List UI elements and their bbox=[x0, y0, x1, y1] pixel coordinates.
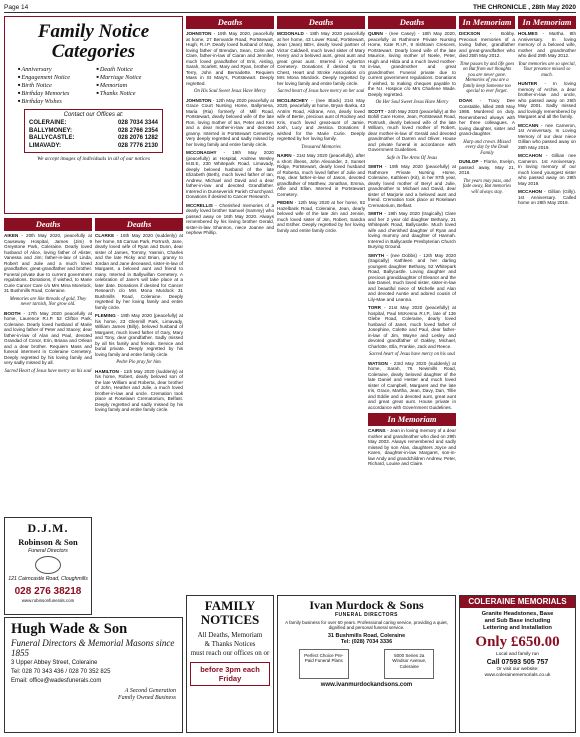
notice-surname: AIKEN bbox=[4, 233, 19, 238]
notice-verse: Sacred heart of Jesus have mercy on his soul bbox=[369, 352, 455, 358]
second-office-box: 5000 Series 2a Windsor Avenue, Coleraine bbox=[384, 649, 434, 679]
coleraine-phone[interactable]: Call 07593 505 757 bbox=[486, 659, 549, 666]
notice-surname: HUNTER bbox=[518, 81, 538, 87]
robinson-logo: D.J.M. bbox=[27, 521, 69, 535]
notice-surname: TORR bbox=[368, 305, 381, 311]
notice-entry bbox=[459, 159, 515, 176]
notice-surname: CLARKE bbox=[95, 233, 115, 238]
notice-text: - 12th May 2020 at her home, 82 Hazelbank Road, Coleraine, Jean, dearly beloved wife of the late Jim and Jennie, much loved sister of Jim, Robert, Sandra and Esther. Deeply regretted by her loving family and entire family circle. bbox=[277, 200, 365, 233]
ivan-murdock-ad[interactable] bbox=[277, 595, 456, 733]
notice-text: - Florrie, Evelyn, passed away, May 21, 2018. bbox=[459, 159, 515, 176]
notice-entry bbox=[277, 31, 365, 86]
notice-text: - 19th May 2020, peacefully at home, 27 Benvarde Road, Portstewart, Hugh, R.I.P. Dearly loved husband of May, loving father of Brendan, Sean, Colm and Clare, father-in-law of Ciaran and Jennifer, much loved grandfather of Erin, Aisling, Sarah, Scarlett, Mary and Ryan, brother of Terry, John and Bernadette. Requiem Mass in St Mary's, Portstewart. Deeply regretted. bbox=[186, 31, 274, 86]
notice-entry bbox=[368, 109, 456, 153]
notice-verse: On His Soul Sweet Jesus Have Mercy bbox=[193, 89, 267, 94]
coleraine-header: COLERAINE MEMORIALS bbox=[460, 596, 575, 608]
category-item: ■ Death Notice bbox=[97, 66, 170, 73]
hugh-wade-ad[interactable] bbox=[4, 617, 183, 733]
category-item: ■ Anniversary bbox=[18, 66, 91, 73]
coleraine-body bbox=[460, 608, 575, 682]
office-town: BALLYCASTLE: bbox=[29, 135, 75, 141]
family-line-3: must reach our offices on or bbox=[190, 649, 270, 657]
notice-entry bbox=[518, 81, 576, 120]
coleraine-price: Only £650.00 bbox=[475, 634, 560, 650]
notice-entry bbox=[459, 98, 515, 137]
notice-surname: HAMILTON bbox=[95, 368, 119, 374]
notice-verse: Safe in The Arms Of Jesus bbox=[386, 155, 438, 161]
notice-entry bbox=[368, 164, 456, 208]
hugh-address: 3 Upper Abbey Street, Coleraine bbox=[11, 660, 98, 666]
notice-entry bbox=[4, 311, 92, 366]
office-row bbox=[29, 135, 158, 143]
coleraine-line: Granite Headstones, Base bbox=[481, 611, 554, 617]
notice-text: - (nee Casey) - 18th May 2020, peacefully at Rathmore Private Nursing Home, Kate R.I.P., 9 Irishtown Crescent, Portstewart. Dearly loved wife of the late Maurice, loving mother of Noele, Peter, Hugh and Hilda and a much loved mother-in-law, grandmother and great grandmother. Funeral private due to current government regulations. Donations if wished, to making cheques payable to the N.I. Hospice c/o Mrs Charlene Wade. Deeply regretted. bbox=[368, 31, 456, 97]
family-line-1: All Deaths, Memoriam bbox=[197, 631, 263, 639]
memoriam-heading: In Memoriam bbox=[518, 16, 576, 29]
category-item: ■ Birthday Wishes bbox=[18, 98, 91, 105]
notice-verse: Sacred Heart of Jesus have mercy on his soul bbox=[4, 368, 92, 374]
notice-entry bbox=[186, 31, 274, 86]
notice-surname: HOLMES bbox=[518, 31, 538, 36]
notice-entry bbox=[186, 150, 274, 200]
column-5 bbox=[368, 16, 456, 590]
office-tel[interactable]: 028 7776 2130 bbox=[117, 142, 158, 149]
notice-entry bbox=[518, 31, 576, 59]
family-notice-box bbox=[4, 16, 183, 214]
category-item: ■ Engagement Notice bbox=[18, 74, 91, 81]
notice-text: - 18th May 2020 (peacefully) at his home, 23 Glenmill Park, Limavady, William James (Billy), beloved husband of Margaret, much loved father of Gary, Mary and Tony, dear grandfather. Sadly missed by all his family and friends. Service and burial private. Deeply regretted by his loving family and entire family circle. bbox=[95, 313, 183, 357]
emblem-icon bbox=[35, 556, 61, 574]
notice-text: - Jean in loving memory of a dear mother and grandmother who died on 29th May 2003. Always remembered and sadly missed by son Alan, daughters Joyce and Karen, daughter-in-law Margaret, son-in-law Andy and grandchildren Andrew, Peter, Richard, Louise and Claire. bbox=[368, 428, 456, 467]
office-town: LIMAVADY: bbox=[29, 142, 61, 149]
office-town: COLERAINE: bbox=[29, 120, 67, 126]
category-item: ■ Memoriam bbox=[97, 82, 170, 89]
paper-title: THE CHRONICLE , 28th May 2020 bbox=[473, 3, 576, 11]
notice-surname: JOHNSTON bbox=[186, 31, 212, 36]
notice-text: - (nee Dobbs) - 12th May 2020 (tragically) Kathleen and her darling youngest daughter Bethany, 52 Whitepark Road, Ballycastle. Loving daughter and precious granddaughter of Eleanor and the late Daniel, much loved sister, sister-in-law and beautiful niece of Michelle and Alan and devoted Auntie and adored cousin of Lily-Mae and Leanna. bbox=[368, 252, 456, 302]
robinson-address: 121 Cairncastle Road, Cloughmills bbox=[8, 576, 88, 582]
ivan-title: Ivan Murdock & Sons bbox=[309, 598, 424, 612]
office-town: BALLYMONEY: bbox=[29, 127, 73, 134]
robinson-sub: Funeral Directors bbox=[28, 548, 68, 554]
deaths-heading: Deaths bbox=[277, 16, 365, 29]
memoriam-heading: In Memoriam bbox=[368, 413, 456, 426]
notice-text: - (nee Black) 21st May 2020, peacefully at home, Bryan Ibarka, 43 Antrim Road, Aldrane, Ann, dearly loved wife of Bertie, precious aunt of Rodney and Kris, much loved great-aunt of Jamie, Josh, Lucy and Jessica. Donations if wished for the Marie Curie. Deeply regretted by her loving family. bbox=[277, 97, 365, 142]
notice-surname: MCCANN bbox=[518, 122, 539, 128]
category-item: ■ Marriage Notice bbox=[97, 74, 170, 81]
notice-entry bbox=[368, 305, 456, 349]
robinson-ad[interactable] bbox=[4, 517, 92, 615]
notice-surname: MCCAHON bbox=[518, 189, 542, 195]
ivan-boxes bbox=[281, 649, 452, 679]
notice-surname: DOAK bbox=[459, 98, 473, 104]
contact-title: Contact our Offices at: bbox=[63, 112, 124, 118]
notice-text: - 21st May 2020 (peacefully), after a short illness, John Alexander, 3, Sunset Ridge, Portstewart, dearly loved husband of Roberta, much loved father of Julie and Ray, dear father-in-law of Jason, devoted grandfather of Matthew, Jonathan, Emma, Alfie and Ellan. Interred in Portstewart Cemetery. bbox=[277, 153, 365, 197]
office-row bbox=[29, 120, 158, 128]
family-line-2: & Thanks Notices bbox=[204, 640, 256, 648]
notice-text: - In loving memory of Archie, a dear brother-in-law and uncle, who passed away on 25th May 2001. Sadly missed and lovingly remembered by Margaret and all the family. bbox=[518, 81, 576, 120]
robinson-web[interactable]: www.robinsonfunerals.com bbox=[21, 598, 75, 603]
notice-text: - 24th May 2020 (peacefully) at the Bohill Care Home, Jean, Portstewart Road, Portrush, dearly beloved wife of the late William, much loved mother of Robert, dear mother-in-law of Gerald and devoted grandmother of Darren and Oliver. House and private funeral in accordance with Government Guidelines. bbox=[368, 108, 456, 153]
column-2 bbox=[95, 218, 183, 613]
notice-entry bbox=[368, 428, 456, 467]
category-item: ■ Thanks Notice bbox=[97, 90, 170, 97]
robinson-phone[interactable]: 028 276 38218 bbox=[14, 586, 82, 597]
notice-surname: MCCRELLIS bbox=[186, 202, 213, 208]
notice-text: - 19th May 2020 (peacefully) at Hospital, Andrew Wesley M.B.E, 230 Whitepark Road, Limavady, deeply beloved husband of the late Elizabeth (Beth), much loved father of Ian, Andrew, Michael and David and a dear father-in-law and devoted Grandfather. Interred in Dunseverick Parish Churchyard. Donations if desired to Cancer Research. bbox=[186, 150, 274, 200]
hugh-title: Hugh Wade & Son bbox=[11, 621, 128, 637]
notice-surname: MCGLINCHEY bbox=[277, 97, 308, 103]
notice-surname: PEDEN bbox=[277, 200, 293, 206]
notice-entry bbox=[277, 98, 365, 142]
column-6 bbox=[459, 16, 515, 590]
coleraine-web[interactable]: Or visit our website: www.colerainememorials.co.uk bbox=[484, 667, 551, 678]
office-row bbox=[29, 128, 158, 136]
notice-surname: SMITH bbox=[368, 164, 383, 170]
notice-verse: Memories are like threads of gold, They never tarnish, Nor grow old. bbox=[9, 296, 87, 308]
notice-text: - Tracy Dee Constable, killed 26th May 1985. Murdered on duty. Remembered always with her three colleagues. A loving daughter, sister and grand-daughter. bbox=[459, 98, 515, 137]
hugh-foot-2: Family Owned Business bbox=[118, 695, 176, 701]
deaths-heading: Deaths bbox=[368, 16, 456, 29]
hugh-subtitle: Funeral Directors & Memorial Masons since 1855 bbox=[11, 638, 175, 658]
notice-surname: SCOTT bbox=[368, 108, 384, 114]
column-7 bbox=[518, 16, 576, 590]
column-3 bbox=[186, 16, 274, 570]
notice-entry bbox=[186, 203, 274, 236]
notice-entry bbox=[518, 153, 576, 186]
notice-surname: JOHNSTON bbox=[186, 97, 212, 103]
notice-surname: DUNLOP bbox=[459, 159, 479, 165]
office-row bbox=[29, 143, 158, 151]
ivan-address: 31 Bushmills Road, Coleraine bbox=[327, 632, 406, 639]
notice-surname: MCCAHON bbox=[518, 153, 542, 159]
notice-entry bbox=[277, 200, 365, 233]
notice-text: - 12th May 2020 peacefully at Grace Court Nursing Home, Ballymena, Maria (Ria) formerly of Mill Road, Portstewart, dearly beloved wife of the late Ron, loving mother of Ian, Peter and Ken and a dear mother-in-law and devoted granny. Interred in Portstewart Cemetery. Very deeply regretted and sadly missed by her loving family and entire family circle. bbox=[186, 97, 274, 147]
notice-surname: MCCONAGHY bbox=[186, 150, 217, 156]
coleraine-line: Lettering and Installation bbox=[483, 625, 552, 631]
funeral-plan-box: Perfect Choice Pre-Paid Funeral Plans bbox=[299, 649, 349, 679]
ivan-phone[interactable]: Tel: (028) 7034 3336 bbox=[340, 639, 393, 646]
images-note: We accept images of individuals in all of our notices bbox=[37, 156, 150, 162]
notice-entry bbox=[368, 211, 456, 250]
notice-text: - 19th May 2020 (tragically) Clare and her 2 year old daughter Bethany, 21 Whitepark Road, Ballycastle. Much loved wife and cherished daughter of Ryan and loving mummy and daughter of Hannah. Interred in Ballycastle Presbyterian Church Burying Ground. bbox=[368, 211, 456, 250]
notice-text: - Martha. 8th Anniversary. In loving memory of a beloved wife, mother and grandmother who died 29th May 2012. bbox=[518, 31, 576, 58]
ivan-web[interactable]: www.ivanmurdockandsons.com bbox=[320, 681, 413, 688]
notice-verse: Your memories are so special, Your presence missed so much. bbox=[518, 61, 576, 78]
notice-text: - 18th May 2020 peacefully at her home, 43 Lower Road, Portstewart, Jean (Jean) BEH, dearly loved partner of Victor Caldwell, much loved sister of Mary Henry and a beloved aunt, great aunt and great great aunt. Interred in Agherton Cemetery. Donations if desired to NI Chest, Heart and Stroke Association c/o Mrs Mona Murdock. Deeply regretted by her loving family and entire family circle. bbox=[277, 31, 365, 86]
coleraine-line: and Sub Base including bbox=[484, 618, 551, 624]
deaths-heading: Deaths bbox=[95, 218, 183, 231]
office-tel[interactable]: 028 7034 3344 bbox=[117, 120, 158, 126]
notice-surname: NAIRN bbox=[277, 153, 292, 159]
notice-text: - 20th May 2020, peacefully at Causeway Hospital, James (Jim) 9 Greystone Park, Coleraine. Dearly loved husband of Alice, loving father of Alister, Vanessa and Jim; father-in-law of Linda, Robert and Julie and a much loved grandfather, great-grandfather and brother. Funeral private due to current government regulations. Donations, if wished, to Marie Curie Cancer Care c/o Mrs Mina Morelock, 31 Bushmills Road, Coleraine. bbox=[4, 233, 92, 293]
notice-text: - 11th May 2020 (suddenly) at his home, Robert, dearly beloved son of the late William and Roberta, dear brother of John, Heather and Julie, a much loved brother-in-law and uncle. Cremation took place at Roselawn Crematorium, Belfast. Deeply regretted and sadly missed by his loving family and entire family circle. bbox=[95, 368, 183, 413]
notice-entry bbox=[95, 233, 183, 310]
family-notice-title: Family Notice bbox=[37, 21, 150, 42]
notice-entry bbox=[95, 313, 183, 357]
notice-entry bbox=[4, 233, 92, 294]
hugh-foot-1: A Second Generation bbox=[124, 688, 176, 694]
hugh-phone[interactable]: Tel: 028 70 343 436 / 028 70 352 825 bbox=[11, 669, 111, 675]
notice-entry bbox=[518, 189, 576, 206]
notice-verse: On Her Soul Sweet Jesus Have Mercy bbox=[375, 100, 449, 105]
notice-text: - Gillian (Gilly). 1st Anniversary. Called home on 28th May 2019. bbox=[518, 189, 576, 206]
notice-surname: WATSON bbox=[368, 360, 388, 366]
page-number: Page 14 bbox=[4, 3, 29, 11]
notice-surname: CAIRNS bbox=[368, 428, 386, 434]
notice-surname: FLEMING bbox=[95, 313, 116, 318]
notice-text: - 23rd May 2020 (suddenly) at home, Sarah, 76 Newmills Road, Coleraine, dearly beloved daughter of the late Daniel and Hester and much loved sister of Campbell, Margaret and the late Iris, Grace, Martha, Jean, Davy, Dan, Tillie and Eddie and a devoted aunt, great aunt and great great aunt. House private in accordance with Government Guidelines. bbox=[368, 360, 456, 410]
notice-entry bbox=[368, 361, 456, 411]
coleraine-small: Local and family run bbox=[496, 652, 539, 657]
office-tel[interactable]: 028 2766 2354 bbox=[117, 127, 158, 134]
deadline-badge: before 3pm each Friday bbox=[190, 662, 270, 686]
masthead bbox=[4, 2, 576, 13]
notice-text: - nee Cameron, 1st Anniversary. In Loving Memory of our dear niece Gillian who passed away on 28th May 2019. bbox=[518, 122, 576, 150]
notice-surname: MCDONALD bbox=[277, 31, 304, 36]
notice-text: - Bobby. Precious memories of a loving father, grandfather and great-grandfather who died 25th May 2012. bbox=[459, 31, 515, 58]
notice-text: - 16th May 2020 (suddenly) at her home, 55 Carnan Park, Portrush, Jane, dearly loved wife of Ryan and Dunn, dear sister of James, Tommy, Yasmin, Charles and the late Ricky and Brian, granny to Jordan and Jane deceased, sister-in-law of Margaret, a beloved aunt and friend to many. Interred in Ballywillan Cemetery. A celebration of Jane's will take place at a later date. Donations if desired for Cancer Research c/o Mrs Mona Murdock 31 Bushmills Road, Coleraine. Deeply regretted by her loving family and entire family circle. bbox=[95, 233, 183, 310]
category-list bbox=[18, 66, 169, 105]
office-tel[interactable]: 028 2076 1282 bbox=[117, 135, 158, 141]
notice-surname: DICKSON bbox=[459, 31, 481, 36]
notice-text: - 21st May 2020 (peacefully) at hospital, Paul McKenna R.I.P., late of 136 Glebe Road, Coleraine, dearly loved husband of Janet, much loved father of Josephine, Colette and Paul, dear father-in-law of Jim, Wayne and Lesley and devoted grandfather of Oakley, Michael, Charlotte, Ella, Frankie, Jack and Reece. bbox=[368, 305, 456, 349]
notice-verse: Harp and crown. Missed every day by the Doak Family bbox=[463, 139, 511, 156]
deaths-heading: Deaths bbox=[186, 16, 274, 29]
notice-verse: Time passes by and life goes on But from our thoughts you are never gone. Memories of you are a family keep Someone too special to ever forget. bbox=[459, 61, 515, 95]
notice-text: - 17th May 2020 peacefully at home, Laurence R.I.P. 52 Clifton Park, Coleraine. Dearly loved husband of Marie and loving father of Peter and Stacey; dear father-in-law of Alan and Paul, devoted Grandad of Conor, Erin, Briana and Orlean and a dear brother. Requiem Mass and funeral interment in Coleraine Cemetery. Deeply regretted by his loving family and very sadly missed by all. bbox=[4, 310, 92, 366]
contact-box bbox=[24, 109, 163, 153]
notice-entry bbox=[95, 369, 183, 413]
ivan-subtitle: FUNERAL DIRECTORS bbox=[334, 612, 399, 618]
notice-entry bbox=[368, 253, 456, 303]
notice-text: - Gillian nee Cameron. 1st Anniversary. In loving memory of our much loved youngest sister who passed away on 28th May 2019. bbox=[518, 153, 576, 186]
notice-surname: SMYTH bbox=[368, 252, 385, 258]
notice-surname: SMITH bbox=[368, 211, 383, 217]
notice-verse: Treasured Memories bbox=[301, 144, 341, 150]
ivan-blurb: A family business for over 60 years. Professional caring service, providing a quiet, dignified and personal funeral service. bbox=[285, 620, 448, 631]
notice-entry bbox=[459, 31, 515, 59]
notice-verse: The years may pass, and fade away, But memories will always stay. bbox=[462, 178, 512, 196]
category-item: ■ Birthday Memories bbox=[18, 90, 91, 97]
deaths-heading: Deaths bbox=[4, 218, 92, 231]
notice-surname: BOOTH bbox=[4, 310, 21, 316]
notice-entry bbox=[518, 123, 576, 151]
column-4 bbox=[277, 16, 365, 590]
notice-text: - Cherished memories of a dearly loved brother Samuel (Sammy) who passed away on 16th May 2020. Always remembered by his loving brother Gerald, sister-in-law Shannon, niece Joanne and nephew Phillip. bbox=[186, 202, 274, 236]
family-notice-subtitle: Categories bbox=[51, 41, 136, 62]
hugh-email[interactable]: Email: office@wadesfunerals.com bbox=[11, 678, 102, 684]
coleraine-memorials-ad[interactable] bbox=[459, 595, 576, 733]
family-notices-ad bbox=[186, 595, 274, 733]
notice-text: - 19th May 2020 (peacefully) at Rathmore Private Nursing Home, Coleraine, Kathleen (Kit), in her 97th year, dearly loved mother of Beryl and Julie, grandmother to Michael and David, dear sister of Marjorie and a beloved aunt and friend. Cremation took place at Roselawn Crematorium, Belfast. bbox=[368, 164, 456, 208]
robinson-name: Robinson & Son bbox=[18, 537, 78, 547]
notice-verse: Pedre Pio pray for him. bbox=[116, 360, 162, 365]
notice-verse: Sacred heart of Jesus have mercy on her soul bbox=[277, 89, 365, 94]
notice-entry bbox=[368, 31, 456, 97]
family-notices-heading: FAMILY NOTICES bbox=[200, 598, 260, 627]
memoriam-heading: In Memoriam bbox=[459, 16, 515, 29]
notice-surname: QUINN bbox=[368, 31, 383, 36]
notice-entry bbox=[277, 153, 365, 197]
category-item: ■ Birth Notice bbox=[18, 82, 91, 89]
notice-entry bbox=[186, 98, 274, 148]
